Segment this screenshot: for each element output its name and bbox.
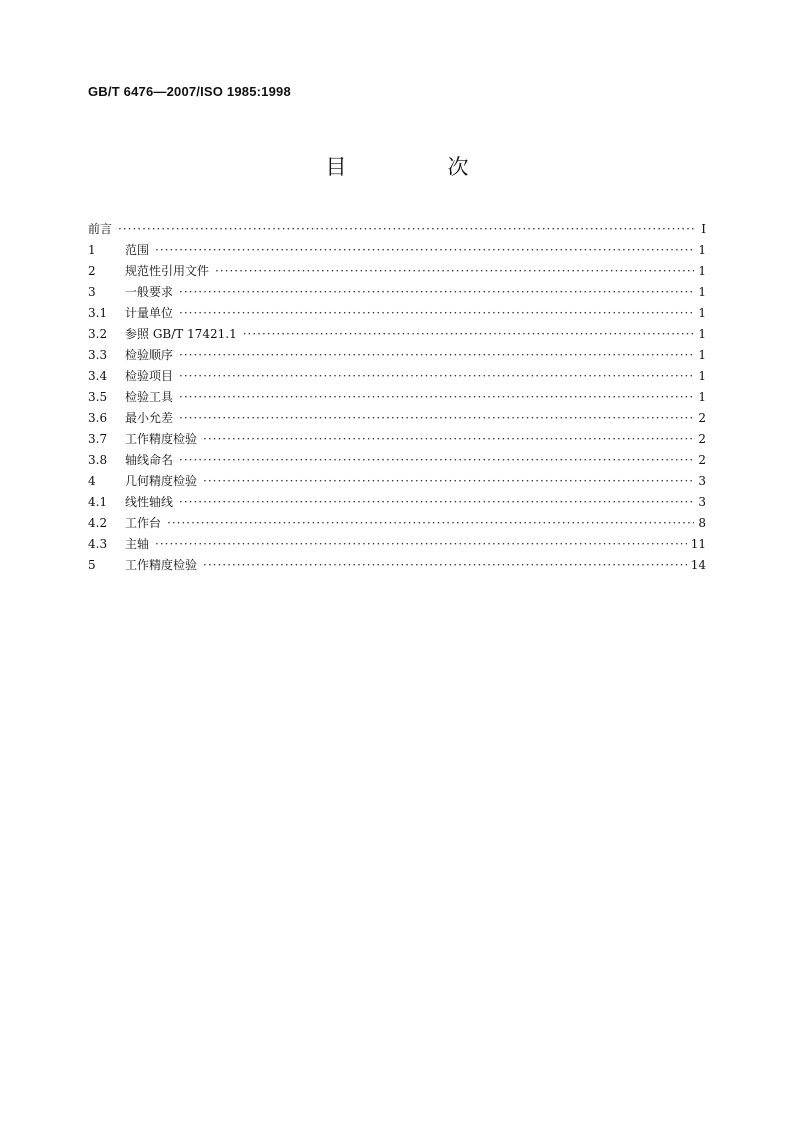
toc-section-number: 3.1 — [88, 306, 108, 320]
toc-entry[interactable] — [88, 471, 706, 492]
toc-entry[interactable] — [88, 555, 706, 576]
toc-entry[interactable] — [88, 387, 706, 408]
toc-page-number: 1 — [698, 369, 706, 383]
toc-entry[interactable] — [88, 345, 706, 366]
toc-entry[interactable] — [88, 324, 706, 345]
toc-entry[interactable] — [88, 450, 706, 471]
toc-dot-leader — [243, 324, 694, 345]
toc-page-number: 3 — [698, 474, 706, 488]
toc-page-number: 1 — [698, 327, 706, 341]
toc-dot-leader — [179, 492, 694, 513]
toc-section-number: 4.3 — [88, 537, 108, 551]
toc-section-number: 3.4 — [88, 369, 108, 383]
toc-section-number: 1 — [88, 243, 96, 257]
toc-section-number: 5 — [88, 558, 96, 572]
toc-entry-text: 几何精度检验 — [125, 474, 198, 488]
toc-dot-leader — [167, 513, 694, 534]
toc-entry-text: 范围 — [125, 243, 150, 257]
toc-entry[interactable] — [88, 240, 706, 261]
toc-section-number: 2 — [88, 264, 96, 278]
toc-section-number: 3 — [88, 285, 96, 299]
toc-page-number: 2 — [698, 453, 706, 467]
toc-entry-text: 工作精度检验 — [125, 558, 198, 572]
toc-page-number: 1 — [698, 306, 706, 320]
toc-section-number: 3.6 — [88, 411, 108, 425]
toc-page-number: 2 — [698, 432, 706, 446]
toc-entry[interactable] — [88, 534, 706, 555]
toc-page-number: 2 — [698, 411, 706, 425]
toc-dot-leader — [179, 345, 694, 366]
toc-dot-leader — [203, 471, 694, 492]
toc-entry[interactable] — [88, 408, 706, 429]
standard-header: GB/T 6476—2007/ISO 1985:1998 — [88, 84, 291, 99]
toc-section-number: 4.1 — [88, 495, 108, 509]
toc-section-number: 3.7 — [88, 432, 108, 446]
toc-entry[interactable] — [88, 366, 706, 387]
toc-page-number: 1 — [698, 348, 706, 362]
toc-entry[interactable] — [88, 282, 706, 303]
toc-section-number: 4 — [88, 474, 96, 488]
toc-entry-text: 计量单位 — [125, 306, 174, 320]
toc-entry-text: 工作精度检验 — [125, 432, 198, 446]
toc-page-number: 14 — [690, 558, 706, 572]
toc-entry[interactable] — [88, 303, 706, 324]
toc-entry-text: 规范性引用文件 — [125, 264, 210, 278]
toc-page-number: 11 — [690, 537, 706, 551]
toc-dot-leader — [179, 282, 694, 303]
toc-entry[interactable] — [88, 513, 706, 534]
toc-section-number: 4.2 — [88, 516, 108, 530]
toc-entry-text: 最小允差 — [125, 411, 174, 425]
toc-dot-leader — [155, 534, 687, 555]
toc-page-number: I — [701, 222, 706, 236]
toc-dot-leader — [179, 408, 694, 429]
toc-entry[interactable] — [88, 429, 706, 450]
toc-entry-foreword[interactable] — [88, 219, 706, 240]
toc-dot-leader — [179, 450, 694, 471]
toc-section-number: 3.5 — [88, 390, 108, 404]
toc-entry-text: 检验顺序 — [125, 348, 174, 362]
toc-entry-text: 线性轴线 — [125, 495, 174, 509]
toc-entry-text: 检验项目 — [125, 369, 174, 383]
toc-section-number: 3.2 — [88, 327, 108, 341]
toc-page-number: 1 — [698, 390, 706, 404]
toc-entry-text: 检验工具 — [125, 390, 174, 404]
table-of-contents — [88, 219, 706, 576]
toc-dot-leader — [179, 366, 694, 387]
toc-page-number: 1 — [698, 285, 706, 299]
toc-entry-text: 工作台 — [125, 516, 162, 530]
toc-dot-leader — [203, 555, 687, 576]
toc-section-number: 3.3 — [88, 348, 108, 362]
toc-entry-text: 主轴 — [125, 537, 150, 551]
toc-dot-leader — [179, 387, 694, 408]
toc-entry[interactable] — [88, 492, 706, 513]
toc-entry-text: 一般要求 — [125, 285, 174, 299]
toc-dot-leader — [118, 219, 694, 240]
toc-dot-leader — [215, 261, 694, 282]
toc-page-number: 1 — [698, 264, 706, 278]
page-title: 目 次 — [325, 155, 509, 179]
toc-entry-text: 前言 — [88, 222, 113, 236]
toc-entry[interactable] — [88, 261, 706, 282]
toc-dot-leader — [155, 240, 694, 261]
toc-page-number: 8 — [698, 516, 706, 530]
toc-page-number: 1 — [698, 243, 706, 257]
toc-dot-leader — [203, 429, 694, 450]
toc-entry-text: 轴线命名 — [125, 453, 174, 467]
toc-entry-text: 参照 GB/T 17421.1 — [125, 327, 237, 341]
toc-page-number: 3 — [698, 495, 706, 509]
toc-section-number: 3.8 — [88, 453, 108, 467]
toc-dot-leader — [179, 303, 694, 324]
